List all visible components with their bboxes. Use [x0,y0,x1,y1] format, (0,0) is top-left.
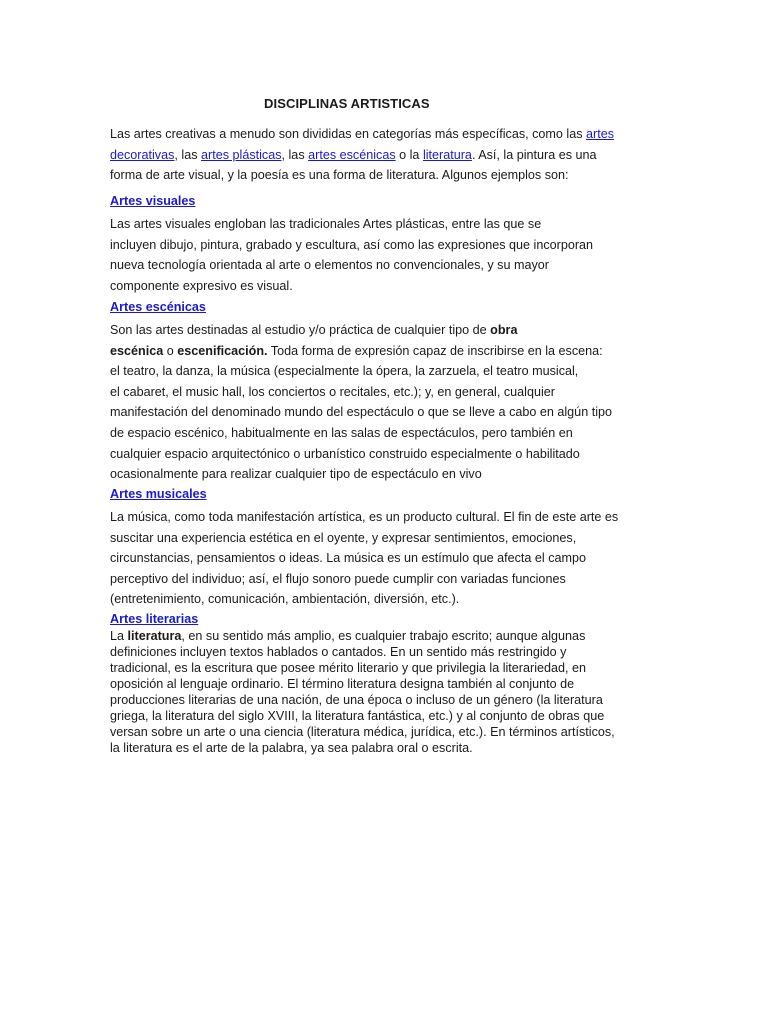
literarias-paragraph [110,628,670,756]
literarias-line: definiciones incluyen textos hablados o cantados. En un sentido más restringido y [110,645,567,659]
intro-line-2: decorativas, las artes plásticas, las artes escénicas o la literatura. Así, la pintura es una [110,147,597,162]
link-artes-decorativas-part1[interactable]: artes [586,127,615,141]
page-title: DISCIPLINAS ARTISTICAS [264,96,430,111]
escenicas-line: ocasionalmente para realizar cualquier tipo de espectáculo en vivo [110,467,482,482]
link-artes-escenicas[interactable]: artes escénicas [308,147,396,162]
musicales-line: (entretenimiento, comunicación, ambientación, diversión, etc.). [110,592,460,607]
intro-paragraph [110,124,670,186]
visuales-line: Las artes visuales engloban las tradicionales Artes plásticas, entre las que se [110,217,542,231]
link-artes-decorativas-part2[interactable]: decorativas [110,147,175,162]
escenicas-line: de espacio escénico, habitualmente en las salas de espectáculos, pero también en [110,425,573,440]
escenicas-line-1: Son las artes destinadas al estudio y/o práctica de cualquier tipo de obra [110,323,518,337]
heading-artes-musicales[interactable]: Artes musicales [110,487,207,501]
literarias-line: oposición al lenguaje ordinario. El término literatura designa también al conjunto de [110,677,575,691]
musicales-line: circunstancias, pensamientos o ideas. La música es un estímulo que afecta el campo [110,551,587,566]
musicales-paragraph [110,507,670,610]
musicales-line: La música, como toda manifestación artística, es un producto cultural. El fin de este arte es [110,510,619,524]
literarias-line: producciones literarias de una nación, de una época o incluso de un género (la literatura [110,693,603,707]
visuales-line: nueva tecnología orientada al arte o elementos no convencionales, y su mayor [110,258,549,273]
heading-artes-literarias[interactable]: Artes literarias [110,612,199,626]
heading-artes-visuales[interactable]: Artes visuales [110,194,196,208]
intro-line-3: forma de arte visual, y la poesía es una forma de literatura. Algunos ejemplos son: [110,168,569,183]
escenicas-line: cualquier espacio arquitectónico o urbanístico construido especialmente o habilitado [110,446,580,461]
escenicas-paragraph [110,320,670,485]
escenicas-line-2: escénica o escenificación. Toda forma de expresión capaz de inscribirse en la escena: [110,343,603,358]
intro-line-1: Las artes creativas a menudo son divididas en categorías más específicas, como las artes [110,127,615,141]
visuales-line: componente expresivo es visual. [110,278,293,293]
visuales-line: incluyen dibujo, pintura, grabado y escultura, así como las expresiones que incorporan [110,237,594,252]
literarias-line-1: La literatura, en su sentido más amplio, es cualquier trabajo escrito; aunque algunas [110,629,586,643]
link-artes-plasticas[interactable]: artes plásticas [201,147,282,162]
escenicas-line: manifestación del denominado mundo del espectáculo o que se lleve a cabo en algún tipo [110,405,612,420]
literarias-line: versan sobre un arte o una ciencia (literatura médica, jurídica, etc.). En términos artísticos, [110,725,615,739]
musicales-line: perceptivo del individuo; así, el flujo sonoro puede cumplir con variadas funciones [110,571,566,586]
literarias-line: tradicional, es la escritura que posee mérito literario y que privilegia la literariedad, en [110,661,587,675]
escenicas-line: el cabaret, el music hall, los conciertos o recitales, etc.); y, en general, cualquier [110,384,555,399]
visuales-paragraph [110,214,670,296]
literarias-line: la literatura es el arte de la palabra, ya sea palabra oral o escrita. [110,741,473,755]
link-literatura[interactable]: literatura [422,147,472,162]
heading-artes-escenicas[interactable]: Artes escénicas [110,300,206,314]
musicales-line: suscitar una experiencia estética en el oyente, y expresar sentimientos, emociones, [110,530,577,545]
escenicas-line: el teatro, la danza, la música (especialmente la ópera, la zarzuela, el teatro musical, [110,364,579,379]
literarias-line: griega, la literatura del siglo XVIII, la literatura fantástica, etc.) y al conjunto de obras que [110,709,605,723]
